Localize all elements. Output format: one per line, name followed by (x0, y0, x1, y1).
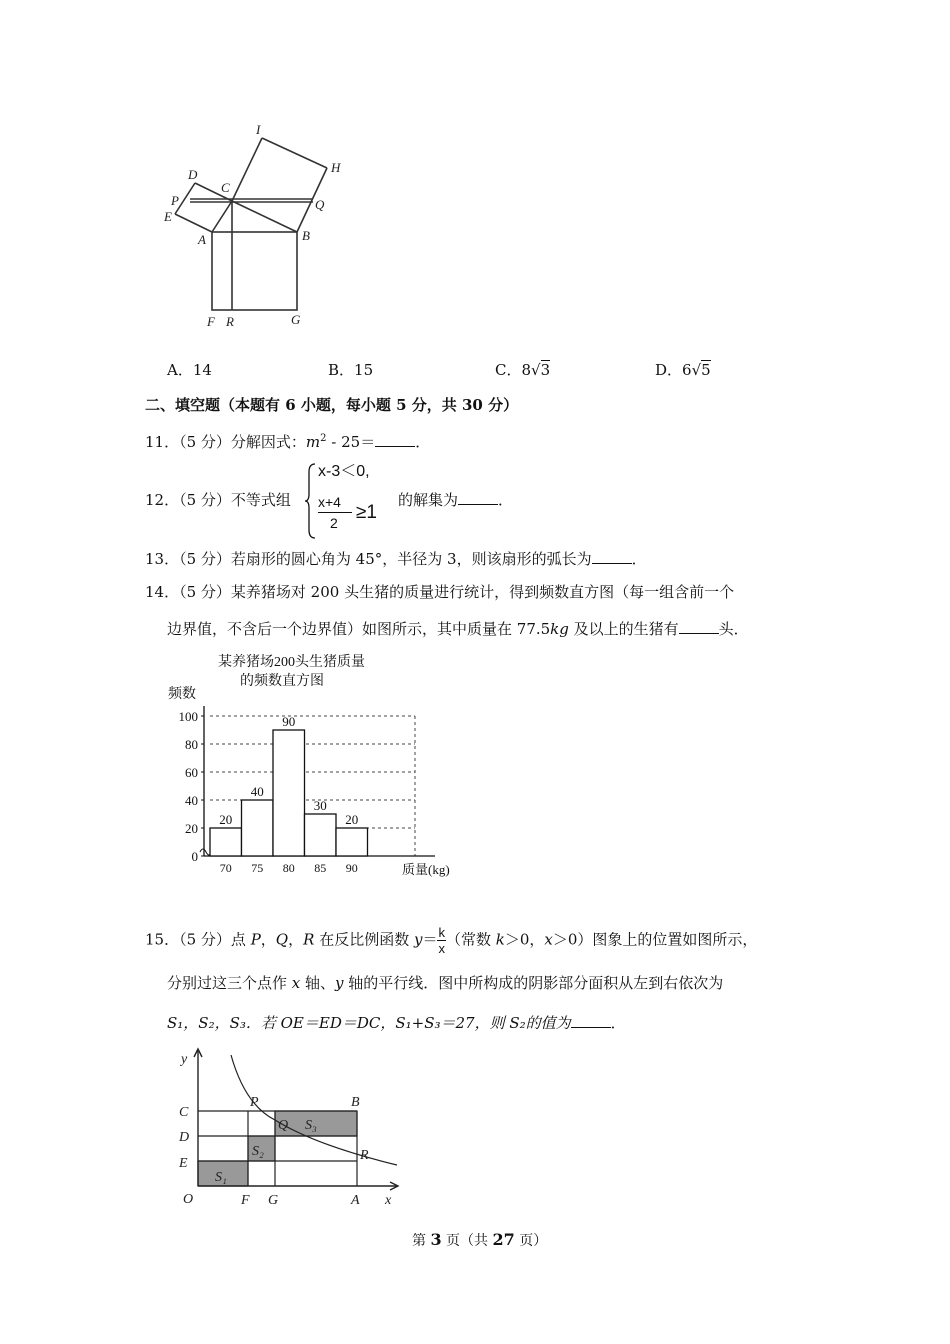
q12-after: 的解集为 (398, 491, 459, 509)
q15-line1 (145, 925, 757, 956)
q15-frac-x: x (438, 941, 445, 956)
label-H: H (331, 160, 341, 175)
q11-end: ． (415, 433, 431, 451)
y-axis-label: 频数 (168, 687, 196, 702)
fig15-B: B (351, 1095, 360, 1110)
q15-text2: 在反比例函数 (314, 930, 414, 949)
q12-score: （5 分） (179, 491, 231, 509)
q15-num: 15． (145, 930, 180, 949)
q15-text5: 轴、 (300, 974, 336, 992)
page-footer (412, 1230, 547, 1251)
q15-xaxis: x (291, 974, 301, 992)
q14-text1: 某养猪场对 200 头生猪的质量进行统计，得到频数直方图（每一组含前一个 (230, 583, 735, 601)
q15-end: ． (610, 1014, 626, 1032)
histogram-bar (273, 730, 305, 856)
option-d-letter: D． (655, 361, 683, 379)
q12-geq: ≥1 (356, 502, 377, 523)
q15-text6: 轴的平行线．图中所构成的阴影部分面积从左到右依次为 (343, 974, 724, 992)
question-11 (145, 429, 430, 452)
q14-line2 (167, 619, 749, 639)
q15-text1: 点 (230, 930, 251, 949)
footer-total: 27 (492, 1230, 515, 1249)
q15-R: R (303, 930, 315, 949)
x-tick-label: 85 (314, 861, 327, 875)
q15-gt0: ＞0， (504, 930, 545, 949)
q15-line3 (167, 1013, 626, 1033)
q15-text3: （常数 (445, 930, 496, 949)
fig15-O: O (183, 1192, 194, 1207)
q15-yaxis: y (335, 974, 344, 992)
q13-score: （5 分） (179, 550, 231, 568)
label-Q: Q (315, 197, 325, 212)
q12-end: ． (498, 491, 514, 509)
label-G: G (291, 312, 301, 327)
q15-y: y (413, 930, 423, 949)
answer-blank[interactable] (592, 549, 632, 564)
histogram-chart (160, 650, 480, 885)
y-tick-label: 0 (191, 849, 198, 864)
q11-score: （5 分） (179, 433, 231, 451)
label-R: R (226, 314, 234, 329)
x-tick-label: 70 (219, 861, 232, 875)
q14-text2: 边界值，不含后一个边界值）如图所示，其中质量在 77.5 (167, 620, 551, 638)
fig15-D: D (179, 1130, 190, 1145)
q15-Q: Q (275, 930, 289, 949)
footer-c: 页） (514, 1233, 548, 1249)
q14-score: （5 分） (179, 583, 231, 601)
fig15-A: A (351, 1193, 360, 1208)
option-d-radicand: 5 (701, 361, 711, 379)
bar-value-label: 20 (219, 812, 233, 827)
histogram-bar (336, 828, 368, 856)
bar-value-label: 90 (282, 714, 296, 729)
inverse-function-figure (165, 1045, 405, 1215)
answer-blank[interactable] (375, 432, 415, 447)
histogram-bar (305, 814, 337, 856)
fig15-F: F (241, 1193, 250, 1208)
histogram-bar (210, 828, 242, 856)
q13-end: ． (631, 550, 647, 568)
q12-frac-den: 2 (330, 515, 338, 531)
bar-value-label: 20 (345, 812, 359, 827)
q15-gt0b: ＞0）图象上的位置如图所示， (552, 930, 758, 949)
option-d[interactable] (655, 360, 711, 380)
q15-comma: ， (288, 930, 304, 949)
option-c[interactable] (495, 360, 550, 380)
q14-text3: 及以上的生猪有 (568, 620, 679, 638)
chart-subtitle: 的频数直方图 (240, 674, 324, 689)
answer-blank[interactable] (571, 1013, 611, 1028)
option-b-letter: B． (328, 361, 355, 379)
q15-comma: ， (260, 930, 276, 949)
q11-text: 分解因式： (230, 433, 306, 451)
q14-end: 头． (718, 620, 749, 638)
x-tick-label: 90 (345, 861, 358, 875)
option-a-letter: A． (167, 361, 193, 379)
footer-b: 页（共 (441, 1233, 493, 1249)
q14-num: 14． (145, 583, 180, 601)
option-b-value: 15 (354, 361, 374, 379)
q12-frac-num: x+4 (318, 494, 341, 510)
label-A: A (198, 232, 206, 247)
option-b[interactable] (328, 360, 373, 380)
fig15-P: P (250, 1095, 259, 1110)
q11-exp: 2 (320, 433, 327, 444)
option-a[interactable] (167, 360, 212, 380)
q15-k2: k (495, 930, 505, 949)
y-tick-label: 60 (185, 765, 198, 780)
bar-value-label: 40 (250, 784, 264, 799)
q15-P: P (250, 930, 261, 949)
fig15-R: R (360, 1148, 369, 1163)
option-c-radicand: 3 (540, 361, 551, 379)
option-d-value: 6 (682, 361, 692, 379)
footer-a: 第 (412, 1233, 431, 1249)
q12-lead (145, 490, 291, 510)
fig15-S1: S₁ (215, 1170, 227, 1185)
q15-text7: S₁，S₂，S₃．若 OE＝ED＝DC，S₁+S₃＝27，则 S₂的值为 (167, 1014, 571, 1032)
question-13 (145, 549, 647, 569)
geometry-figure-q10 (150, 110, 370, 340)
q12-frac-bar (318, 512, 352, 513)
x-tick-label: 75 (251, 861, 264, 875)
fig15-y: y (181, 1052, 188, 1067)
q11-rest: - 25＝ (326, 433, 376, 451)
x-tick-label: 80 (282, 861, 295, 875)
q12-num: 12． (145, 491, 180, 509)
x-axis-label: 质量(kg) (402, 862, 450, 877)
bar-value-label: 30 (313, 798, 327, 813)
label-I: I (256, 122, 261, 137)
q11-num: 11． (145, 433, 180, 451)
label-B: B (302, 228, 310, 243)
q15-text4: 分别过这三个点作 (167, 974, 292, 992)
fig15-E: E (179, 1156, 188, 1171)
q15-frac-k: k (438, 925, 445, 940)
y-tick-label: 80 (185, 737, 198, 752)
fig15-S3: S₃ (305, 1118, 317, 1133)
section-title: 二、填空题（本题有 6 小题，每小题 5 分，共 30 分） (145, 396, 519, 414)
q14-unit: kg (550, 620, 569, 638)
footer-page: 3 (430, 1230, 442, 1249)
q11-var: m (305, 433, 321, 451)
label-F: F (207, 314, 215, 329)
fig15-Q: Q (278, 1118, 289, 1133)
q14-line1 (145, 582, 734, 602)
answer-blank[interactable] (679, 619, 719, 634)
q15-line2 (167, 973, 723, 993)
q13-text: 若扇形的圆心角为 45°，半径为 3，则该扇形的弧长为 (230, 550, 592, 568)
option-c-value: 8 (521, 361, 532, 379)
y-tick-label: 100 (178, 709, 198, 724)
sqrt-sign: √ (691, 361, 702, 379)
q13-num: 13． (145, 550, 180, 568)
q12-tail (398, 490, 513, 510)
q15-score: （5 分） (179, 930, 231, 949)
label-P: P (171, 193, 179, 208)
q15-eq: ＝ (422, 930, 438, 949)
q12-line1: x-3＜0, (318, 463, 370, 480)
fig15-C: C (179, 1105, 189, 1120)
option-a-value: 14 (192, 361, 212, 379)
label-E: E (164, 209, 172, 224)
fig15-x: x (385, 1193, 392, 1208)
fig15-S2: S₂ (252, 1144, 264, 1159)
chart-title: 某养猪场200头生猪质量 (218, 655, 365, 670)
label-C: C (221, 180, 230, 195)
label-D: D (188, 167, 198, 182)
y-tick-label: 20 (185, 821, 198, 836)
option-c-letter: C． (495, 361, 522, 379)
q15-frac (437, 925, 446, 956)
q12-text: 不等式组 (230, 491, 291, 509)
left-brace (305, 462, 317, 540)
sqrt-sign: √ (531, 361, 541, 379)
fig15-G: G (268, 1193, 279, 1208)
q15-x2: x (544, 930, 553, 949)
histogram-bar (242, 800, 274, 856)
y-tick-label: 40 (185, 793, 198, 808)
answer-blank[interactable] (458, 490, 498, 505)
